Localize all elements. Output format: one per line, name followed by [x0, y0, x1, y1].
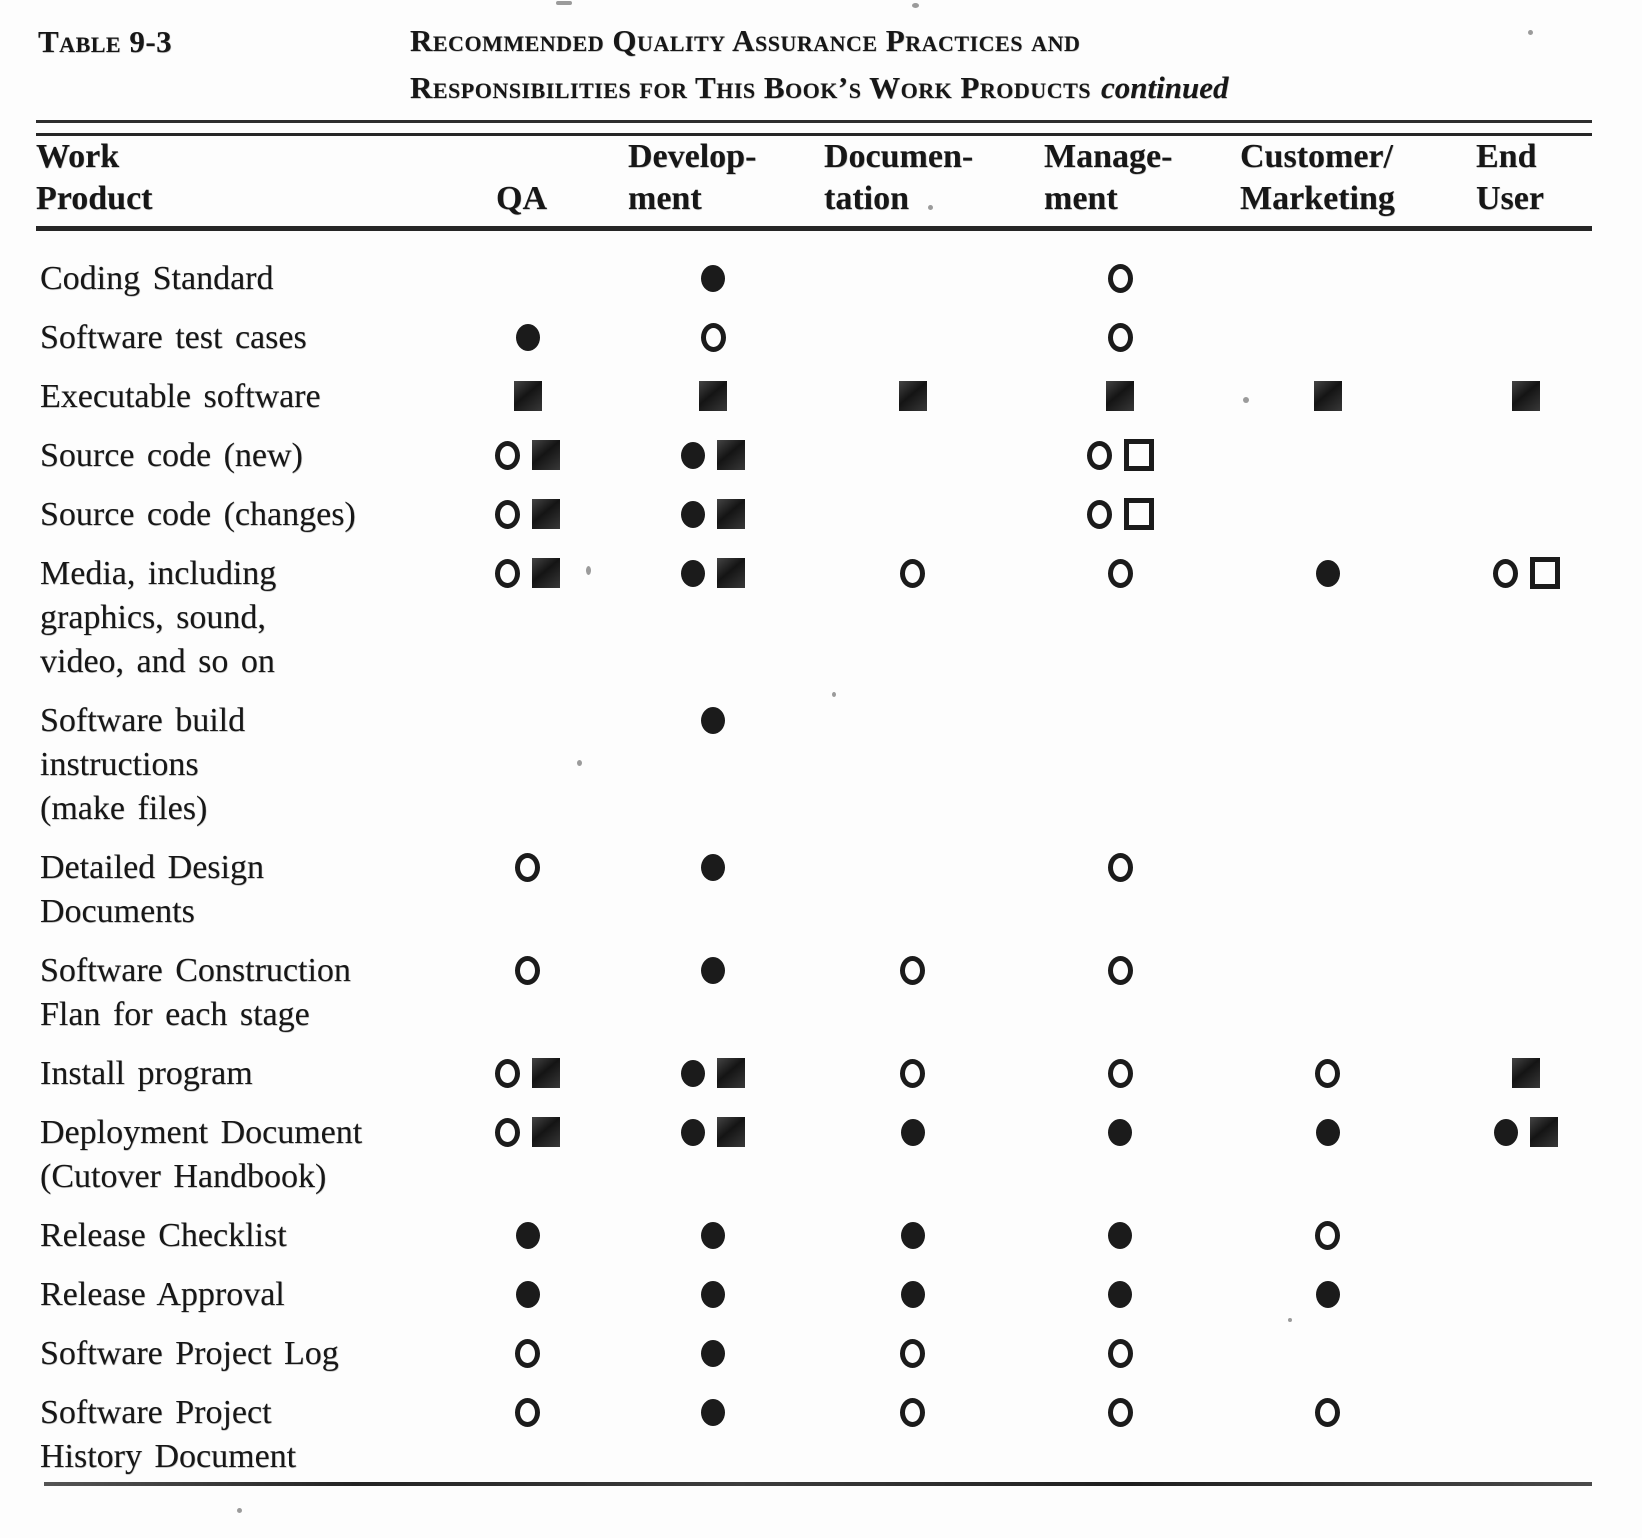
open-circle-icon: [900, 956, 925, 985]
table-body: [36, 229, 1592, 1495]
cell-management: [1015, 1111, 1225, 1214]
filled-circle-icon: [901, 1281, 925, 1308]
open-circle-icon: [900, 1339, 925, 1368]
open-circle-icon: [515, 1339, 540, 1368]
open-circle-icon: [701, 323, 726, 352]
cell-development: [600, 493, 810, 552]
open-circle-icon: [1108, 559, 1133, 588]
cell-qa: [455, 1273, 600, 1332]
cell-development: [600, 552, 810, 699]
work-product-cell: [36, 493, 455, 552]
cell-qa: [455, 949, 600, 1052]
cell-documentation: [810, 949, 1015, 1052]
filled-circle-icon: [701, 707, 725, 734]
open-circle-icon: [515, 853, 540, 882]
cell-documentation: [810, 493, 1015, 552]
cell-end_user: [1430, 493, 1592, 552]
cell-qa: [455, 1332, 600, 1391]
open-circle-icon: [495, 441, 520, 470]
header-line: ment: [1044, 180, 1118, 217]
filled-circle-icon: [1108, 1222, 1132, 1249]
work-product-line: video, and so on: [40, 643, 275, 680]
cell-management: [1015, 434, 1225, 493]
open-circle-icon: [1315, 1398, 1340, 1427]
filled-square-icon: [1512, 1058, 1540, 1088]
heading-continued-label: continued: [1101, 70, 1229, 105]
open-square-icon: [1124, 498, 1154, 530]
table-heading: [410, 17, 1460, 111]
qa-responsibilities-table: [36, 136, 1592, 1494]
filled-square-icon: [532, 1058, 560, 1088]
table-row: [36, 1332, 1592, 1391]
cell-management: [1015, 1391, 1225, 1494]
header-line: Documen-: [824, 138, 974, 175]
filled-circle-icon: [701, 957, 725, 984]
cell-end_user: [1430, 229, 1592, 317]
cell-customer_marketing: [1225, 552, 1430, 699]
cell-customer_marketing: [1225, 1052, 1430, 1111]
header-line: Marketing: [1240, 180, 1395, 217]
work-product-line: Flan for each stage: [40, 996, 310, 1033]
cell-documentation: [810, 375, 1015, 434]
work-product-line: Software Project: [40, 1394, 272, 1431]
cell-qa: [455, 846, 600, 949]
work-product-cell: [36, 316, 455, 375]
cell-end_user: [1430, 434, 1592, 493]
filled-square-icon: [532, 1117, 560, 1147]
open-circle-icon: [1493, 559, 1518, 588]
header-line: QA: [496, 180, 547, 217]
cell-end_user: [1430, 949, 1592, 1052]
cell-customer_marketing: [1225, 1214, 1430, 1273]
filled-square-icon: [699, 381, 727, 411]
filled-circle-icon: [681, 442, 705, 469]
cell-customer_marketing: [1225, 1111, 1430, 1214]
work-product-line: Media, including: [40, 555, 277, 592]
open-circle-icon: [1108, 1059, 1133, 1088]
filled-circle-icon: [701, 1281, 725, 1308]
cell-documentation: [810, 1111, 1015, 1214]
filled-square-icon: [717, 499, 745, 529]
cell-customer_marketing: [1225, 375, 1430, 434]
cell-customer_marketing: [1225, 1273, 1430, 1332]
filled-circle-icon: [701, 1222, 725, 1249]
cell-development: [600, 434, 810, 493]
cell-management: [1015, 229, 1225, 317]
scan-speck: [237, 1508, 242, 1513]
cell-documentation: [810, 1214, 1015, 1273]
open-circle-icon: [495, 1118, 520, 1147]
filled-circle-icon: [701, 265, 725, 292]
cell-qa: [455, 699, 600, 846]
work-product-cell: [36, 229, 455, 317]
work-product-cell: [36, 1214, 455, 1273]
cell-documentation: [810, 1391, 1015, 1494]
open-square-icon: [1124, 439, 1154, 471]
filled-circle-icon: [516, 324, 540, 351]
table-row: [36, 434, 1592, 493]
cell-documentation: [810, 1332, 1015, 1391]
cell-management: [1015, 552, 1225, 699]
filled-circle-icon: [1316, 1281, 1340, 1308]
open-circle-icon: [1315, 1059, 1340, 1088]
cell-development: [600, 316, 810, 375]
cell-end_user: [1430, 846, 1592, 949]
work-product-line: Executable software: [40, 378, 321, 415]
filled-circle-icon: [901, 1222, 925, 1249]
table-row: [36, 493, 1592, 552]
open-circle-icon: [1315, 1221, 1340, 1250]
cell-qa: [455, 1052, 600, 1111]
work-product-cell: [36, 1391, 455, 1494]
work-product-cell: [36, 552, 455, 699]
work-product-cell: [36, 699, 455, 846]
scan-speck: [1528, 30, 1533, 35]
cell-management: [1015, 1273, 1225, 1332]
open-circle-icon: [900, 1398, 925, 1427]
work-product-cell: [36, 1052, 455, 1111]
cell-documentation: [810, 699, 1015, 846]
open-circle-icon: [495, 500, 520, 529]
cell-customer_marketing: [1225, 1332, 1430, 1391]
column-header-customer-marketing: [1225, 136, 1430, 229]
cell-development: [600, 1111, 810, 1214]
filled-square-icon: [532, 558, 560, 588]
cell-customer_marketing: [1225, 846, 1430, 949]
open-circle-icon: [515, 1398, 540, 1427]
work-product-line: Deployment Document: [40, 1114, 363, 1151]
open-circle-icon: [1108, 323, 1133, 352]
work-product-line: History Document: [40, 1438, 297, 1475]
work-product-cell: [36, 1111, 455, 1214]
column-header-documentation: [810, 136, 1015, 229]
column-header-end-user: [1430, 136, 1592, 229]
cell-development: [600, 949, 810, 1052]
cell-development: [600, 229, 810, 317]
cell-end_user: [1430, 1052, 1592, 1111]
cell-development: [600, 1273, 810, 1332]
cell-end_user: [1430, 316, 1592, 375]
header-row: [36, 136, 1592, 229]
cell-customer_marketing: [1225, 434, 1430, 493]
open-circle-icon: [1108, 956, 1133, 985]
filled-circle-icon: [681, 560, 705, 587]
cell-end_user: [1430, 1332, 1592, 1391]
work-product-line: Documents: [40, 893, 195, 930]
filled-square-icon: [717, 1058, 745, 1088]
cell-end_user: [1430, 375, 1592, 434]
heading-line-1: Recommended Quality Assurance Practices and: [410, 23, 1081, 58]
column-header-development: [600, 136, 810, 229]
table-row: [36, 375, 1592, 434]
work-product-line: Software Project Log: [40, 1335, 339, 1372]
table-row: [36, 1391, 1592, 1494]
open-circle-icon: [515, 956, 540, 985]
work-product-line: Detailed Design: [40, 849, 264, 886]
table-row: [36, 1052, 1592, 1111]
filled-circle-icon: [701, 1399, 725, 1426]
filled-circle-icon: [681, 1119, 705, 1146]
work-product-cell: [36, 1332, 455, 1391]
table-row: [36, 699, 1592, 846]
cell-end_user: [1430, 699, 1592, 846]
filled-square-icon: [532, 440, 560, 470]
cell-management: [1015, 846, 1225, 949]
cell-end_user: [1430, 1391, 1592, 1494]
filled-square-icon: [1106, 381, 1134, 411]
cell-customer_marketing: [1225, 229, 1430, 317]
open-circle-icon: [900, 559, 925, 588]
open-circle-icon: [495, 559, 520, 588]
scan-speck: [577, 760, 582, 766]
column-header-work-product: [36, 136, 455, 229]
work-product-cell: [36, 846, 455, 949]
cell-management: [1015, 493, 1225, 552]
cell-management: [1015, 949, 1225, 1052]
cell-development: [600, 1214, 810, 1273]
open-circle-icon: [1108, 264, 1133, 293]
table-number-label: Table 9-3: [38, 24, 173, 59]
cell-customer_marketing: [1225, 493, 1430, 552]
filled-circle-icon: [681, 501, 705, 528]
scan-speck: [912, 3, 919, 8]
cell-qa: [455, 375, 600, 434]
work-product-cell: [36, 375, 455, 434]
work-product-line: Source code (changes): [40, 496, 356, 533]
scan-speck: [1243, 397, 1249, 403]
cell-management: [1015, 375, 1225, 434]
cell-end_user: [1430, 1273, 1592, 1332]
filled-circle-icon: [701, 1340, 725, 1367]
table-row: [36, 316, 1592, 375]
work-product-line: (make files): [40, 790, 208, 827]
open-circle-icon: [1108, 1398, 1133, 1427]
open-circle-icon: [1108, 1339, 1133, 1368]
work-product-line: Software test cases: [40, 319, 307, 356]
column-header-management: [1015, 136, 1225, 229]
work-product-line: Software build: [40, 702, 246, 739]
cell-end_user: [1430, 1111, 1592, 1214]
work-product-line: Release Approval: [40, 1276, 285, 1313]
header-line: ment: [628, 180, 702, 217]
cell-development: [600, 1332, 810, 1391]
cell-qa: [455, 552, 600, 699]
cell-development: [600, 1052, 810, 1111]
header-line: Manage-: [1044, 138, 1173, 175]
work-product-line: (Cutover Handbook): [40, 1158, 327, 1195]
filled-circle-icon: [1108, 1281, 1132, 1308]
cell-customer_marketing: [1225, 1391, 1430, 1494]
filled-circle-icon: [1316, 1119, 1340, 1146]
cell-documentation: [810, 1052, 1015, 1111]
work-product-line: Source code (new): [40, 437, 303, 474]
cell-development: [600, 1391, 810, 1494]
filled-square-icon: [717, 1117, 745, 1147]
cell-qa: [455, 1391, 600, 1494]
table-row: [36, 1273, 1592, 1332]
cell-qa: [455, 493, 600, 552]
cell-documentation: [810, 229, 1015, 317]
cell-development: [600, 846, 810, 949]
cell-qa: [455, 1214, 600, 1273]
scan-speck: [832, 692, 836, 697]
header-line: Develop-: [628, 138, 757, 175]
cell-customer_marketing: [1225, 949, 1430, 1052]
work-product-cell: [36, 434, 455, 493]
cell-management: [1015, 316, 1225, 375]
filled-square-icon: [514, 381, 542, 411]
filled-circle-icon: [516, 1222, 540, 1249]
cell-development: [600, 375, 810, 434]
cell-end_user: [1430, 1214, 1592, 1273]
work-product-cell: [36, 949, 455, 1052]
cell-documentation: [810, 552, 1015, 699]
work-product-line: instructions: [40, 746, 199, 783]
cell-qa: [455, 229, 600, 317]
filled-circle-icon: [1108, 1119, 1132, 1146]
work-product-cell: [36, 1273, 455, 1332]
cell-management: [1015, 699, 1225, 846]
table-row: [36, 1214, 1592, 1273]
table-row: [36, 846, 1592, 949]
filled-square-icon: [532, 499, 560, 529]
filled-circle-icon: [701, 854, 725, 881]
cell-qa: [455, 1111, 600, 1214]
table-top-double-rule: [36, 120, 1592, 136]
cell-management: [1015, 1052, 1225, 1111]
filled-circle-icon: [901, 1119, 925, 1146]
cell-documentation: [810, 434, 1015, 493]
cell-customer_marketing: [1225, 316, 1430, 375]
table-row: [36, 1111, 1592, 1214]
cell-development: [600, 699, 810, 846]
filled-circle-icon: [516, 1281, 540, 1308]
heading-line-2: Responsibilities for This Book’s Work Products: [410, 70, 1091, 105]
table-row: [36, 552, 1592, 699]
open-circle-icon: [1087, 441, 1112, 470]
cell-customer_marketing: [1225, 699, 1430, 846]
header-line: User: [1476, 180, 1544, 217]
filled-square-icon: [1530, 1117, 1558, 1147]
cell-qa: [455, 316, 600, 375]
cell-management: [1015, 1214, 1225, 1273]
work-product-line: Release Checklist: [40, 1217, 287, 1254]
open-square-icon: [1530, 557, 1560, 589]
cell-documentation: [810, 846, 1015, 949]
column-header-qa: [455, 136, 600, 229]
filled-circle-icon: [681, 1060, 705, 1087]
table-row: [36, 949, 1592, 1052]
work-product-line: graphics, sound,: [40, 599, 266, 636]
work-product-line: Install program: [40, 1055, 253, 1092]
cell-qa: [455, 434, 600, 493]
scan-speck: [1288, 1318, 1292, 1322]
filled-square-icon: [899, 381, 927, 411]
open-circle-icon: [900, 1059, 925, 1088]
filled-circle-icon: [1316, 560, 1340, 587]
filled-square-icon: [1512, 381, 1540, 411]
cell-end_user: [1430, 552, 1592, 699]
open-circle-icon: [1108, 853, 1133, 882]
filled-circle-icon: [1494, 1119, 1518, 1146]
filled-square-icon: [1314, 381, 1342, 411]
header-line: End: [1476, 138, 1537, 175]
table-row: [36, 229, 1592, 317]
scan-speck: [556, 1, 572, 5]
cell-documentation: [810, 316, 1015, 375]
work-product-line: Software Construction: [40, 952, 351, 989]
header-line: Work: [36, 138, 120, 175]
header-line: tation: [824, 180, 909, 217]
cell-management: [1015, 1332, 1225, 1391]
header-line: Customer/: [1240, 138, 1393, 175]
filled-square-icon: [717, 440, 745, 470]
work-product-line: Coding Standard: [40, 260, 274, 297]
cell-documentation: [810, 1273, 1015, 1332]
open-circle-icon: [1087, 500, 1112, 529]
header-line: Product: [36, 180, 153, 217]
scan-speck: [586, 566, 591, 575]
scan-speck: [928, 205, 933, 210]
filled-square-icon: [717, 558, 745, 588]
open-circle-icon: [495, 1059, 520, 1088]
